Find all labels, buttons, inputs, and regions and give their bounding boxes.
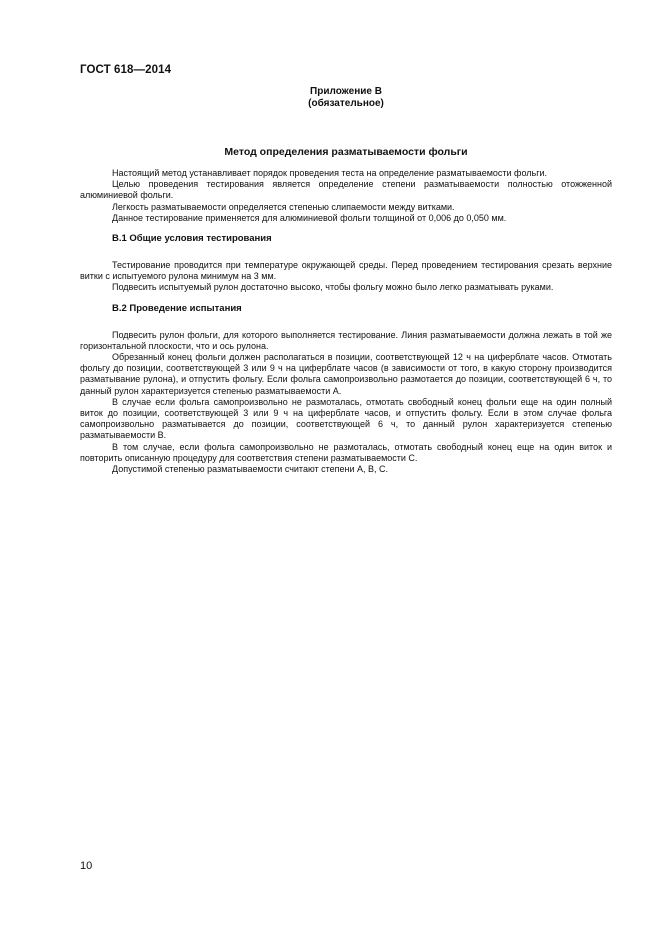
intro-paragraph: Данное тестирование применяется для алюминиевой фольги толщиной от 0,006 до 0,050 мм. [112,212,507,223]
intro-paragraph: Легкость разматываемости определяется степенью слипаемости между витками. [112,201,455,212]
section2-paragraph: Обрезанный конец фольги должен располагаться в позиции, соответствующей 12 ч на циферблате часов. Отмотать фольгу до позиции, соответствующей 3 или 9 ч на циферблате часов (в зависимости от того, в какую сторону производится разматывание рулона), и отпустить фольгу. Если фольга самопроизвольно размотается до позиции, соответствующей 6 ч, то данный рулон характеризуется степенью разматываемости А. [80,352,612,396]
section2-paragraph: Допустимой степенью разматываемости считают степени А, В, С. [112,464,389,475]
page-number: 10 [80,860,93,872]
appendix-subtitle: (обязательное) [308,98,384,109]
document-body [80,168,612,475]
section1-paragraph: Подвесить испытуемый рулон достаточно высоко, чтобы фольгу можно было легко разматывать руками. [112,282,554,293]
appendix-heading [80,86,612,110]
section2-paragraph: Подвесить рулон фольги, для которого выполняется тестирование. Линия разматываемости должна лежать в той же горизонтальной плоскости, что и ось рулона. [80,329,612,351]
section2-paragraph: В том случае, если фольга самопроизвольно не размоталась, отмотать свободный конец еще на один виток и повторить описанную процедуру для соответствия степени разматываемости С. [80,441,612,463]
section2-paragraph: В случае если фольга самопроизвольно не размоталась, отмотать свободный конец фольги еще на один полный виток до позиции, соответствующей 3 или 9 ч на циферблате часов, и отпустить фольгу. Если в этом случае фольга самопроизвольно разматывается до позиции, соответствующей 6 ч, то данный рулон характеризуется степенью разматываемости В. [80,396,612,441]
section-heading-test-procedure: В.2 Проведение испытания [112,302,242,314]
section-heading-general-conditions: В.1 Общие условия тестирования [112,233,272,245]
intro-paragraph: Целью проведения тестирования является определение степени разматываемости полностью отожженной алюминиевой фольги. [80,179,612,201]
section1-paragraph: Тестирование проводится при температуре окружающей среды. Перед проведением тестирования срезать верхние витки с испытуемого рулона минимум на 3 мм. [80,260,612,282]
intro-paragraph: Настоящий метод устанавливает порядок проведения теста на определение разматываемости фольги. [112,168,548,178]
appendix-title: Приложение В [310,86,382,97]
document-title: Метод определения разматываемости фольги [224,146,468,158]
document-header-id: ГОСТ 618—2014 [80,64,172,76]
